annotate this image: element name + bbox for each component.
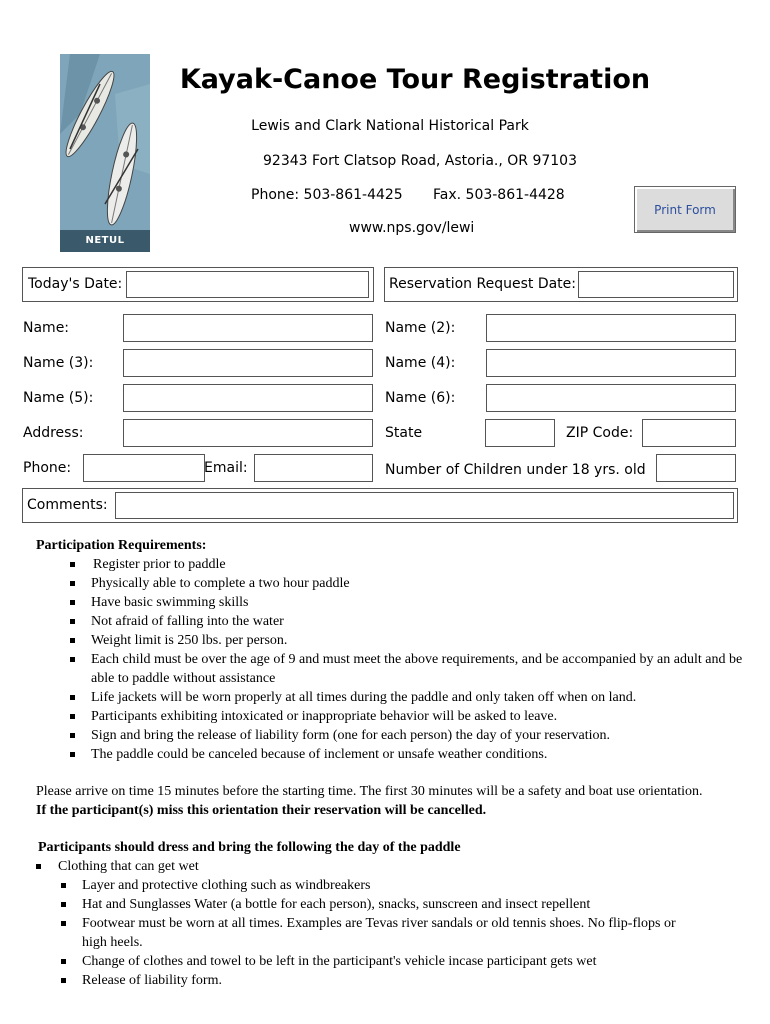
netul-landing-logo (60, 54, 150, 268)
state-input[interactable] (485, 419, 555, 447)
list-item: Layer and protective clothing such as windbreakers (36, 876, 676, 895)
name5-input[interactable] (123, 384, 373, 412)
bullet-icon (36, 864, 41, 869)
name4-input[interactable] (486, 349, 736, 377)
comments-input[interactable] (115, 492, 734, 519)
kayak-illustration-icon (60, 54, 150, 230)
phone-label: Phone: (23, 460, 72, 476)
comments-label: Comments: (27, 497, 108, 513)
todays-date-label: Today's Date: (28, 276, 123, 292)
name6-input[interactable] (486, 384, 736, 412)
dress-heading: Participants should dress and bring the following the day of the paddle (38, 840, 461, 855)
list-item: The paddle could be canceled because of inclement or unsafe weather conditions. (45, 745, 756, 764)
name3-label: Name (3): (23, 355, 94, 371)
logo-caption: NETUL LANDING (60, 230, 150, 252)
list-item: Have basic swimming skills (45, 593, 756, 612)
dress-list (36, 876, 676, 990)
name2-label: Name (2): (385, 320, 456, 336)
website-link[interactable]: www.nps.gov/lewi (349, 220, 475, 236)
list-item: Hat and Sunglasses Water (a bottle for each person), snacks, sunscreen and insect repellent (36, 895, 676, 914)
list-item: Sign and bring the release of liability form (one for each person) the day of your reservation. (45, 726, 756, 745)
list-item: Weight limit is 250 lbs. per person. (45, 631, 756, 650)
list-item: Life jackets will be worn properly at all times during the paddle and only taken off when on land. (45, 688, 756, 707)
name2-input[interactable] (486, 314, 736, 342)
requirements-list (45, 555, 756, 764)
park-address: 92343 Fort Clatsop Road, Astoria., OR 97103 (263, 153, 577, 169)
fax-number: Fax. 503-861-4428 (433, 187, 565, 203)
reservation-date-label: Reservation Request Date: (389, 276, 577, 292)
list-item: Release of liability form. (36, 971, 676, 990)
list-item: Each child must be over the age of 9 and must meet the above requirements, and be accompanied by an adult and be able to paddle without assistance (45, 650, 756, 688)
name-label: Name: (23, 320, 70, 336)
zip-label: ZIP Code: (566, 425, 634, 441)
arrival-text-2: . The first 30 minutes will be a safety and boat use orientation. (352, 784, 703, 799)
list-item: Register prior to paddle (45, 555, 756, 574)
list-item: Physically able to complete a two hour paddle (45, 574, 756, 593)
page-title: Kayak-Canoe Tour Registration (179, 64, 651, 95)
print-form-button[interactable]: Print Form (634, 186, 736, 233)
dress-top-item (14, 857, 744, 876)
dress-list-container (14, 857, 744, 990)
arrival-text-1: Please arrive on time 15 minutes before the starting time (36, 784, 353, 799)
address-label: Address: (23, 425, 84, 441)
arrival-warning: If the participant(s) miss this orientation their reservation will be cancelled. (36, 803, 487, 818)
todays-date-input[interactable] (126, 271, 369, 298)
address-input[interactable] (123, 419, 373, 447)
name3-input[interactable] (123, 349, 373, 377)
list-item: Change of clothes and towel to be left in the participant's vehicle incase participant gets wet (36, 952, 676, 971)
name-input[interactable] (123, 314, 373, 342)
children-input[interactable] (656, 454, 736, 482)
park-name: Lewis and Clark National Historical Park (251, 118, 529, 134)
zip-input[interactable] (642, 419, 736, 447)
email-label: Email: (204, 460, 248, 476)
arrival-paragraph (36, 782, 716, 820)
list-item: Not afraid of falling into the water (45, 612, 756, 631)
name4-label: Name (4): (385, 355, 456, 371)
name6-label: Name (6): (385, 390, 456, 406)
dress-section (38, 838, 738, 857)
name5-label: Name (5): (23, 390, 94, 406)
state-label: State (385, 425, 423, 441)
list-item: Footwear must be worn at all times. Examples are Tevas river sandals or old tennis shoes. No flip-flops or high heels. (36, 914, 676, 952)
list-item: Participants exhibiting intoxicated or inappropriate behavior will be asked to leave. (45, 707, 756, 726)
requirements-section (36, 536, 756, 764)
phone-input[interactable] (83, 454, 205, 482)
email-input[interactable] (254, 454, 373, 482)
reservation-date-input[interactable] (578, 271, 734, 298)
dress-top-item-text: Clothing that can get wet (58, 859, 199, 874)
phone-number: Phone: 503-861-4425 (251, 187, 403, 203)
children-label: Number of Children under 18 yrs. old (385, 462, 646, 478)
requirements-heading: Participation Requirements: (36, 538, 207, 553)
